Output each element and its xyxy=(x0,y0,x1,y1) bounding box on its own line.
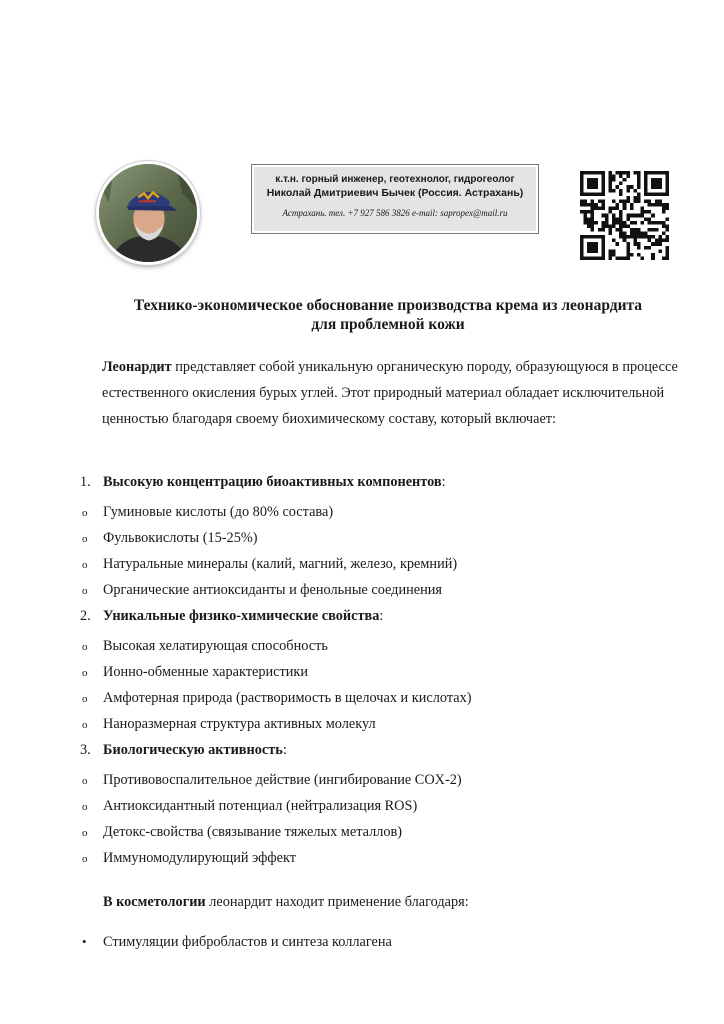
intro-text xyxy=(102,354,682,432)
bullet-marker: • xyxy=(82,934,87,949)
list-item-text: Гуминовые кислоты (до 80% состава) xyxy=(103,504,334,520)
section-number: 3. xyxy=(80,742,91,758)
author-name: Николай Дмитриевич Бычек (Россия. Астрахань) xyxy=(266,187,524,199)
author-contacts: Астрахань. тел. +7 927 586 3826 e-mail: sapropex@mail.ru xyxy=(282,208,508,218)
list-item-text: Органические антиоксиданты и фенольные соединения xyxy=(103,582,442,598)
document-title xyxy=(88,296,688,334)
list-marker: o xyxy=(82,775,88,787)
cosmetology-term: В косметологии xyxy=(103,894,206,910)
list-item-text: Амфотерная природа (растворимость в щелочах и кислотах) xyxy=(103,690,472,706)
section-number: 1. xyxy=(80,474,91,490)
list-marker: o xyxy=(82,693,88,705)
list-marker: o xyxy=(82,853,88,865)
list-item-text: Противовоспалительное действие (ингибирование COX-2) xyxy=(103,772,462,788)
qr-code xyxy=(580,171,669,260)
contact-card xyxy=(251,164,539,234)
list-marker: o xyxy=(82,719,88,731)
list-marker: o xyxy=(82,801,88,813)
list-item-text: Детокс-свойства (связывание тяжелых металлов) xyxy=(103,824,403,840)
list-item-text: Иммуномодулирующий эффект xyxy=(103,850,296,866)
list-item-text: Натуральные минералы (калий, магний, железо, кремний) xyxy=(103,556,458,572)
section-heading-text: Биологическую активность xyxy=(103,742,283,758)
intro-paragraph xyxy=(102,354,682,432)
author-photo xyxy=(96,161,200,265)
cosmetology-rest: леонардит находит применение благодаря: xyxy=(205,894,469,910)
bullet-item-text: Стимуляции фибробластов и синтеза коллагена xyxy=(103,934,392,950)
list-marker: o xyxy=(82,533,88,545)
section-heading-text: Уникальные физико-химические свойства xyxy=(103,608,380,624)
intro-rest: представляет собой уникальную органическую породу, образующуюся в процессе естественного окисления бурых углей. Этот природный материал обладает исключительной ценностью благодаря своему биохимическому составу, который включает: xyxy=(102,359,678,427)
list-marker: o xyxy=(82,585,88,597)
section-heading-suffix: : xyxy=(379,608,384,624)
qr-code-icon xyxy=(580,171,669,260)
list-marker: o xyxy=(82,559,88,571)
list-item-text: Ионно-обменные характеристики xyxy=(103,664,308,680)
list-item-text: Антиоксидантный потенциал (нейтрализация ROS) xyxy=(103,798,418,814)
section-heading-text: Высокую концентрацию биоактивных компонентов xyxy=(103,474,442,490)
list-item-text: Фульвокислоты (15-25%) xyxy=(103,530,258,546)
contact-card-body xyxy=(254,167,536,231)
list-item-text: Наноразмерная структура активных молекул xyxy=(103,716,376,732)
document-title-line1: Технико-экономическое обоснование производства крема из леонардита xyxy=(133,297,643,314)
list-marker: o xyxy=(82,827,88,839)
section-heading-suffix: : xyxy=(441,474,446,490)
author-credentials: к.т.н. горный инженер, геотехнолог, гидрогеолог xyxy=(275,174,515,185)
intro-term: Леонардит xyxy=(102,359,172,375)
list-marker: o xyxy=(82,507,88,519)
section-heading-suffix: : xyxy=(282,742,287,758)
section-number: 2. xyxy=(80,608,91,624)
author-photo-icon xyxy=(99,164,197,262)
list-marker: o xyxy=(82,641,88,653)
document-title-line2: для проблемной кожи xyxy=(311,316,465,333)
list-item-text: Высокая хелатирующая способность xyxy=(103,638,328,654)
list-marker: o xyxy=(82,667,88,679)
